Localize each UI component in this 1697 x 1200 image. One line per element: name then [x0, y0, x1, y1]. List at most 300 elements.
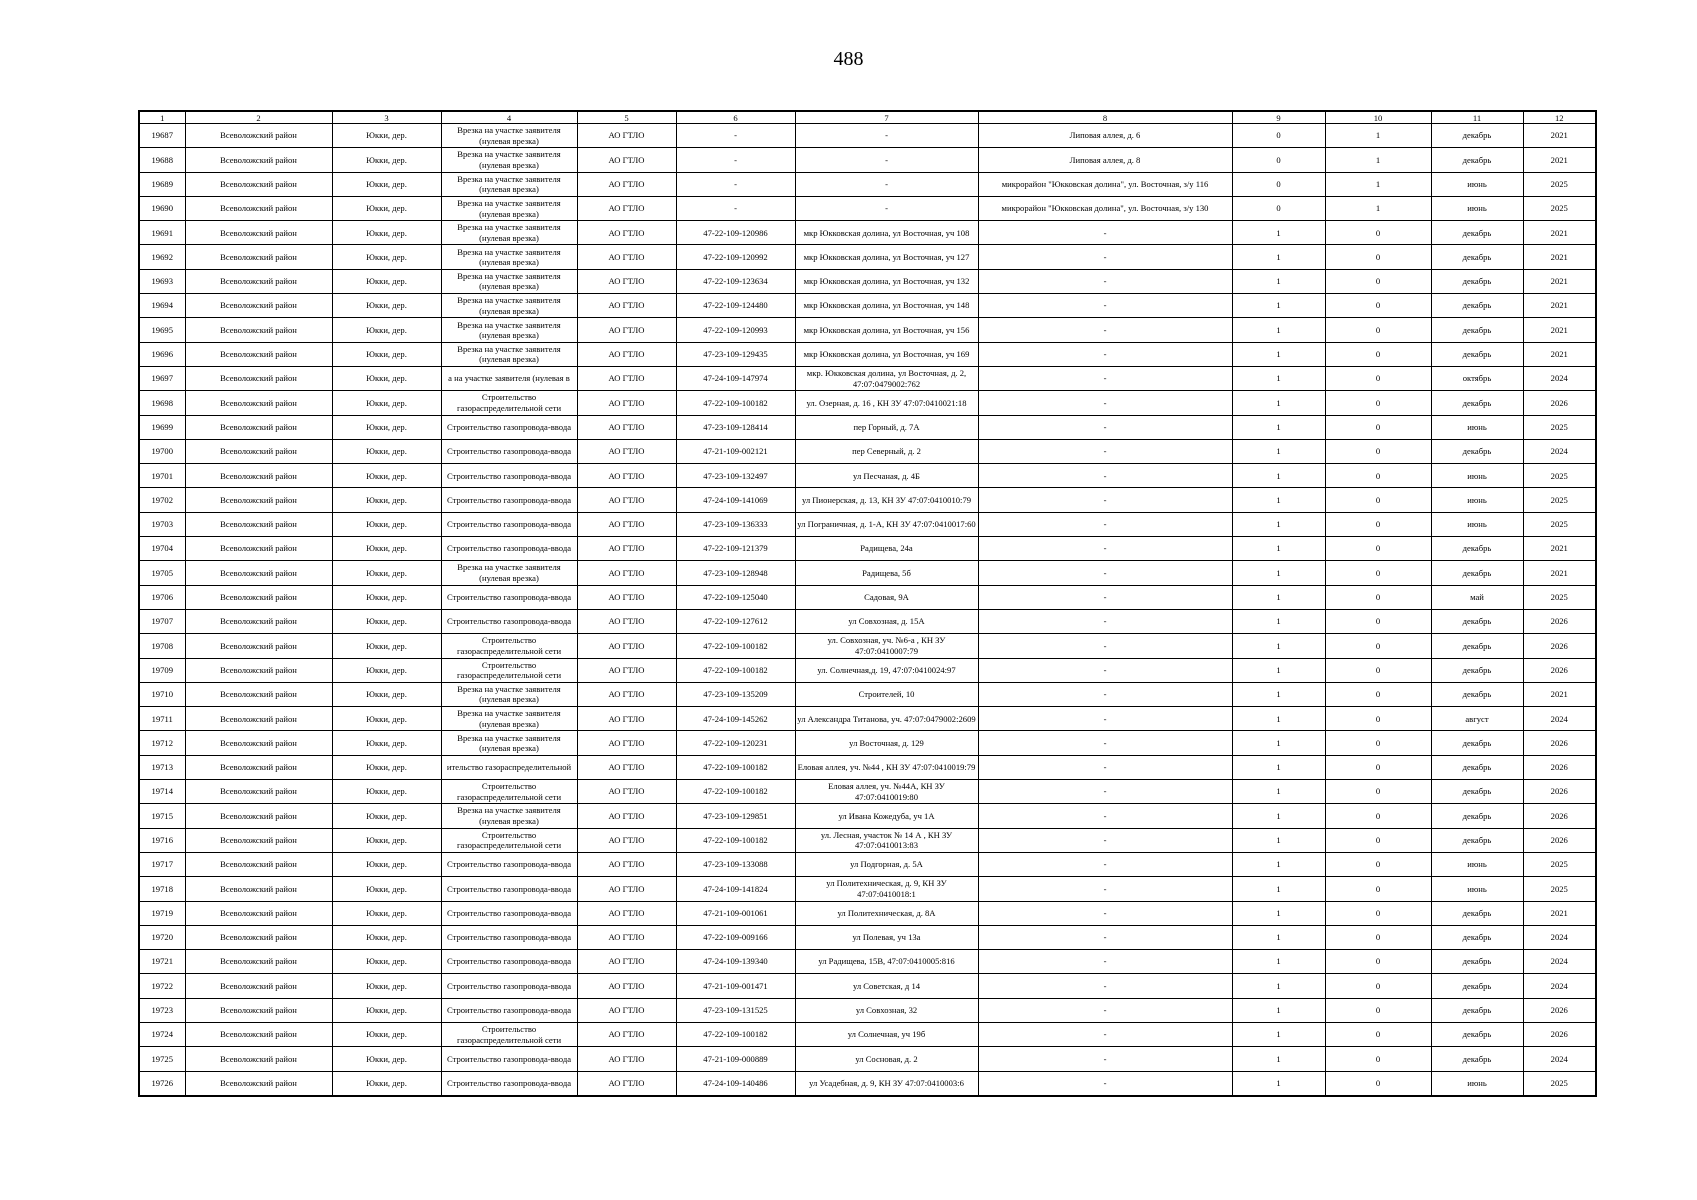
cell-year: 2024	[1523, 974, 1596, 998]
column-header-5: 5	[577, 111, 676, 124]
cell-row-number: 19713	[139, 755, 185, 779]
cell-address-alt: -	[978, 1022, 1232, 1046]
cell-settlement: Юкки, дер.	[332, 852, 441, 876]
cell-month: декабрь	[1431, 755, 1523, 779]
cell-organization: АО ГТЛО	[577, 488, 676, 512]
cell-month: октябрь	[1431, 366, 1523, 390]
gasification-registry-table	[138, 110, 1597, 1097]
cell-year: 2025	[1523, 585, 1596, 609]
table-row	[139, 415, 1596, 439]
cell-organization: АО ГТЛО	[577, 634, 676, 658]
cell-row-number: 19706	[139, 585, 185, 609]
cell-application-number: 47-24-109-141069	[676, 488, 795, 512]
cell-address-alt: -	[978, 391, 1232, 415]
cell-district: Всеволожский район	[185, 512, 332, 536]
table-row	[139, 950, 1596, 974]
cell-count-a: 1	[1232, 634, 1325, 658]
cell-address: ул Солнечная, уч 19б	[795, 1022, 978, 1046]
cell-application-number: 47-22-109-100182	[676, 658, 795, 682]
cell-month: июнь	[1431, 196, 1523, 220]
cell-count-a: 1	[1232, 1071, 1325, 1096]
cell-month: декабрь	[1431, 609, 1523, 633]
cell-district: Всеволожский район	[185, 269, 332, 293]
cell-count-b: 0	[1325, 901, 1431, 925]
cell-count-b: 0	[1325, 852, 1431, 876]
cell-year: 2026	[1523, 391, 1596, 415]
cell-work-type: Строительство газопровода-ввода	[441, 512, 577, 536]
table-row	[139, 828, 1596, 852]
cell-district: Всеволожский район	[185, 488, 332, 512]
cell-row-number: 19717	[139, 852, 185, 876]
cell-count-a: 1	[1232, 755, 1325, 779]
cell-application-number: 47-22-109-100182	[676, 1022, 795, 1046]
cell-address-alt: Липовая аллея, д. 6	[978, 124, 1232, 148]
cell-address-alt: -	[978, 755, 1232, 779]
cell-address-alt: -	[978, 877, 1232, 901]
cell-application-number: 47-23-109-129435	[676, 342, 795, 366]
cell-count-b: 0	[1325, 998, 1431, 1022]
cell-organization: АО ГТЛО	[577, 1022, 676, 1046]
cell-row-number: 19724	[139, 1022, 185, 1046]
table-row	[139, 707, 1596, 731]
cell-district: Всеволожский район	[185, 609, 332, 633]
cell-work-type: Строительство газораспределительной сети	[441, 1022, 577, 1046]
cell-address: ул Пионерская, д. 13, КН ЗУ 47:07:0410010:79	[795, 488, 978, 512]
cell-year: 2025	[1523, 1071, 1596, 1096]
cell-address: ул Пограничная, д. 1-А, КН ЗУ 47:07:0410017:60	[795, 512, 978, 536]
cell-address-alt: -	[978, 852, 1232, 876]
cell-settlement: Юкки, дер.	[332, 196, 441, 220]
table-row	[139, 925, 1596, 949]
cell-settlement: Юкки, дер.	[332, 172, 441, 196]
table-row	[139, 731, 1596, 755]
cell-application-number: 47-21-109-001471	[676, 974, 795, 998]
cell-count-b: 0	[1325, 269, 1431, 293]
cell-address: мкр Юкковская долина, ул Восточная, уч 148	[795, 294, 978, 318]
column-header-4: 4	[441, 111, 577, 124]
cell-address: ул Подгорная, д. 5А	[795, 852, 978, 876]
cell-count-b: 0	[1325, 1071, 1431, 1096]
cell-address: Радищева, 5б	[795, 561, 978, 585]
cell-count-b: 0	[1325, 877, 1431, 901]
cell-year: 2026	[1523, 755, 1596, 779]
cell-count-a: 1	[1232, 950, 1325, 974]
cell-settlement: Юкки, дер.	[332, 707, 441, 731]
cell-work-type: Строительство газопровода-ввода	[441, 439, 577, 463]
cell-month: декабрь	[1431, 391, 1523, 415]
cell-count-b: 0	[1325, 1022, 1431, 1046]
cell-application-number: 47-22-109-100182	[676, 828, 795, 852]
column-number-row	[139, 111, 1596, 124]
cell-count-b: 0	[1325, 707, 1431, 731]
table-row	[139, 537, 1596, 561]
cell-district: Всеволожский район	[185, 172, 332, 196]
cell-address: ул Политехническая, д. 9, КН ЗУ 47:07:0410018:1	[795, 877, 978, 901]
cell-organization: АО ГТЛО	[577, 925, 676, 949]
cell-address: ул Полевая, уч 13а	[795, 925, 978, 949]
cell-work-type: Строительство газопровода-ввода	[441, 950, 577, 974]
table-row	[139, 1047, 1596, 1071]
cell-row-number: 19704	[139, 537, 185, 561]
table-row	[139, 755, 1596, 779]
table-row	[139, 318, 1596, 342]
cell-organization: АО ГТЛО	[577, 658, 676, 682]
table-row	[139, 366, 1596, 390]
cell-district: Всеволожский район	[185, 537, 332, 561]
cell-organization: АО ГТЛО	[577, 998, 676, 1022]
cell-month: декабрь	[1431, 318, 1523, 342]
cell-month: декабрь	[1431, 221, 1523, 245]
cell-settlement: Юкки, дер.	[332, 901, 441, 925]
cell-work-type: Строительство газопровода-ввода	[441, 925, 577, 949]
cell-year: 2026	[1523, 780, 1596, 804]
cell-work-type: Строительство газораспределительной сети	[441, 391, 577, 415]
cell-application-number: 47-22-109-100182	[676, 634, 795, 658]
cell-settlement: Юкки, дер.	[332, 245, 441, 269]
cell-month: декабрь	[1431, 682, 1523, 706]
cell-work-type: Врезка на участке заявителя (нулевая врезка)	[441, 318, 577, 342]
cell-work-type: Врезка на участке заявителя (нулевая врезка)	[441, 561, 577, 585]
cell-year: 2021	[1523, 221, 1596, 245]
cell-year: 2024	[1523, 439, 1596, 463]
cell-organization: АО ГТЛО	[577, 294, 676, 318]
cell-address-alt: микрорайон "Юкковская долина", ул. Восточная, з/у 116	[978, 172, 1232, 196]
table-row	[139, 1022, 1596, 1046]
table-row	[139, 634, 1596, 658]
cell-address-alt: -	[978, 245, 1232, 269]
cell-row-number: 19694	[139, 294, 185, 318]
cell-count-b: 0	[1325, 537, 1431, 561]
cell-district: Всеволожский район	[185, 950, 332, 974]
cell-settlement: Юкки, дер.	[332, 439, 441, 463]
cell-organization: АО ГТЛО	[577, 221, 676, 245]
table-row	[139, 245, 1596, 269]
cell-address: ул Советская, д 14	[795, 974, 978, 998]
cell-count-a: 1	[1232, 464, 1325, 488]
cell-month: декабрь	[1431, 1047, 1523, 1071]
cell-count-a: 1	[1232, 901, 1325, 925]
cell-year: 2024	[1523, 1047, 1596, 1071]
cell-settlement: Юкки, дер.	[332, 148, 441, 172]
cell-address: пер Северный, д. 2	[795, 439, 978, 463]
cell-district: Всеволожский район	[185, 804, 332, 828]
cell-year: 2026	[1523, 609, 1596, 633]
cell-work-type: Врезка на участке заявителя (нулевая врезка)	[441, 294, 577, 318]
table-row	[139, 439, 1596, 463]
cell-year: 2025	[1523, 415, 1596, 439]
cell-settlement: Юкки, дер.	[332, 974, 441, 998]
cell-row-number: 19709	[139, 658, 185, 682]
cell-row-number: 19688	[139, 148, 185, 172]
cell-row-number: 19695	[139, 318, 185, 342]
cell-count-a: 0	[1232, 172, 1325, 196]
cell-organization: АО ГТЛО	[577, 682, 676, 706]
cell-organization: АО ГТЛО	[577, 439, 676, 463]
cell-organization: АО ГТЛО	[577, 512, 676, 536]
cell-work-type: Строительство газопровода-ввода	[441, 464, 577, 488]
cell-settlement: Юкки, дер.	[332, 294, 441, 318]
cell-address-alt: -	[978, 998, 1232, 1022]
cell-count-b: 0	[1325, 828, 1431, 852]
cell-address-alt: -	[978, 488, 1232, 512]
cell-row-number: 19726	[139, 1071, 185, 1096]
cell-count-a: 1	[1232, 366, 1325, 390]
cell-application-number: 47-23-109-132497	[676, 464, 795, 488]
column-header-10: 10	[1325, 111, 1431, 124]
cell-month: декабрь	[1431, 561, 1523, 585]
cell-count-b: 0	[1325, 804, 1431, 828]
cell-address-alt: -	[978, 828, 1232, 852]
cell-work-type: Строительство газораспределительной сети	[441, 780, 577, 804]
cell-address: -	[795, 148, 978, 172]
cell-work-type: Строительство газораспределительной сети	[441, 634, 577, 658]
cell-application-number: 47-22-109-123634	[676, 269, 795, 293]
cell-address: ул. Лесная, участок № 14 А , КН ЗУ 47:07:0410013:83	[795, 828, 978, 852]
cell-year: 2021	[1523, 294, 1596, 318]
cell-work-type: Строительство газопровода-ввода	[441, 415, 577, 439]
cell-district: Всеволожский район	[185, 877, 332, 901]
table-row	[139, 877, 1596, 901]
cell-address-alt: -	[978, 925, 1232, 949]
table-row	[139, 852, 1596, 876]
cell-work-type: Врезка на участке заявителя (нулевая врезка)	[441, 124, 577, 148]
cell-district: Всеволожский район	[185, 439, 332, 463]
cell-count-a: 1	[1232, 998, 1325, 1022]
cell-month: декабрь	[1431, 439, 1523, 463]
table-row	[139, 682, 1596, 706]
cell-year: 2021	[1523, 269, 1596, 293]
cell-month: декабрь	[1431, 828, 1523, 852]
cell-count-a: 1	[1232, 585, 1325, 609]
cell-district: Всеволожский район	[185, 415, 332, 439]
column-header-2: 2	[185, 111, 332, 124]
cell-row-number: 19689	[139, 172, 185, 196]
cell-count-b: 0	[1325, 585, 1431, 609]
cell-work-type: Строительство газопровода-ввода	[441, 901, 577, 925]
column-header-7: 7	[795, 111, 978, 124]
cell-count-a: 1	[1232, 391, 1325, 415]
cell-address: ул Усадебная, д. 9, КН ЗУ 47:07:0410003:6	[795, 1071, 978, 1096]
cell-organization: АО ГТЛО	[577, 731, 676, 755]
table-row	[139, 172, 1596, 196]
cell-count-b: 1	[1325, 172, 1431, 196]
cell-district: Всеволожский район	[185, 901, 332, 925]
cell-year: 2026	[1523, 1022, 1596, 1046]
cell-address: мкр Юкковская долина, ул Восточная, уч 108	[795, 221, 978, 245]
column-header-1: 1	[139, 111, 185, 124]
cell-district: Всеволожский район	[185, 366, 332, 390]
cell-application-number: 47-24-109-147974	[676, 366, 795, 390]
cell-district: Всеволожский район	[185, 780, 332, 804]
cell-address: ул. Озерная, д. 16 , КН ЗУ 47:07:0410021:18	[795, 391, 978, 415]
cell-address-alt: -	[978, 901, 1232, 925]
cell-address-alt: -	[978, 609, 1232, 633]
cell-organization: АО ГТЛО	[577, 950, 676, 974]
cell-settlement: Юкки, дер.	[332, 828, 441, 852]
cell-district: Всеволожский район	[185, 245, 332, 269]
column-header-3: 3	[332, 111, 441, 124]
cell-month: июнь	[1431, 464, 1523, 488]
table-row	[139, 148, 1596, 172]
cell-organization: АО ГТЛО	[577, 780, 676, 804]
cell-district: Всеволожский район	[185, 1047, 332, 1071]
cell-month: июнь	[1431, 852, 1523, 876]
table-row	[139, 221, 1596, 245]
cell-count-a: 1	[1232, 415, 1325, 439]
cell-application-number: 47-22-109-100182	[676, 391, 795, 415]
cell-address-alt: -	[978, 634, 1232, 658]
cell-district: Всеволожский район	[185, 974, 332, 998]
cell-row-number: 19719	[139, 901, 185, 925]
cell-year: 2021	[1523, 537, 1596, 561]
cell-count-b: 0	[1325, 658, 1431, 682]
cell-row-number: 19708	[139, 634, 185, 658]
cell-address-alt: -	[978, 342, 1232, 366]
cell-month: декабрь	[1431, 537, 1523, 561]
cell-row-number: 19705	[139, 561, 185, 585]
cell-work-type: Строительство газопровода-ввода	[441, 488, 577, 512]
cell-district: Всеволожский район	[185, 998, 332, 1022]
page-number: 488	[833, 48, 864, 70]
cell-settlement: Юкки, дер.	[332, 925, 441, 949]
cell-district: Всеволожский район	[185, 342, 332, 366]
cell-district: Всеволожский район	[185, 294, 332, 318]
cell-month: июнь	[1431, 172, 1523, 196]
cell-district: Всеволожский район	[185, 196, 332, 220]
cell-year: 2025	[1523, 196, 1596, 220]
table-row	[139, 391, 1596, 415]
cell-work-type: Врезка на участке заявителя (нулевая врезка)	[441, 682, 577, 706]
cell-district: Всеволожский район	[185, 731, 332, 755]
cell-settlement: Юкки, дер.	[332, 488, 441, 512]
cell-organization: АО ГТЛО	[577, 464, 676, 488]
cell-count-a: 1	[1232, 828, 1325, 852]
cell-address-alt: -	[978, 366, 1232, 390]
cell-count-a: 1	[1232, 512, 1325, 536]
table-row	[139, 512, 1596, 536]
cell-year: 2026	[1523, 731, 1596, 755]
cell-work-type: Врезка на участке заявителя (нулевая врезка)	[441, 148, 577, 172]
cell-year: 2021	[1523, 245, 1596, 269]
cell-organization: АО ГТЛО	[577, 196, 676, 220]
table-row	[139, 488, 1596, 512]
cell-month: декабрь	[1431, 269, 1523, 293]
cell-application-number: 47-23-109-135209	[676, 682, 795, 706]
cell-row-number: 19714	[139, 780, 185, 804]
cell-application-number: 47-23-109-129851	[676, 804, 795, 828]
cell-application-number: 47-22-109-120993	[676, 318, 795, 342]
cell-month: июнь	[1431, 488, 1523, 512]
cell-row-number: 19700	[139, 439, 185, 463]
cell-year: 2021	[1523, 148, 1596, 172]
cell-count-a: 1	[1232, 537, 1325, 561]
cell-application-number: 47-22-109-100182	[676, 755, 795, 779]
cell-month: декабрь	[1431, 634, 1523, 658]
cell-row-number: 19691	[139, 221, 185, 245]
cell-organization: АО ГТЛО	[577, 148, 676, 172]
cell-count-a: 1	[1232, 342, 1325, 366]
cell-organization: АО ГТЛО	[577, 755, 676, 779]
cell-year: 2024	[1523, 366, 1596, 390]
cell-year: 2025	[1523, 488, 1596, 512]
cell-district: Всеволожский район	[185, 1071, 332, 1096]
cell-count-b: 0	[1325, 221, 1431, 245]
cell-organization: АО ГТЛО	[577, 707, 676, 731]
cell-count-a: 1	[1232, 294, 1325, 318]
column-header-12: 12	[1523, 111, 1596, 124]
cell-organization: АО ГТЛО	[577, 609, 676, 633]
cell-count-a: 1	[1232, 925, 1325, 949]
cell-address: Еловая аллея, уч. №44 , КН ЗУ 47:07:0410019:79	[795, 755, 978, 779]
cell-row-number: 19712	[139, 731, 185, 755]
cell-settlement: Юкки, дер.	[332, 804, 441, 828]
cell-count-a: 1	[1232, 245, 1325, 269]
cell-year: 2021	[1523, 342, 1596, 366]
cell-organization: АО ГТЛО	[577, 342, 676, 366]
cell-settlement: Юкки, дер.	[332, 391, 441, 415]
cell-address-alt: -	[978, 1047, 1232, 1071]
cell-address: мкр. Юкковская долина, ул Восточная, д. 2, 47:07:0479002:762	[795, 366, 978, 390]
cell-organization: АО ГТЛО	[577, 124, 676, 148]
cell-month: декабрь	[1431, 245, 1523, 269]
cell-organization: АО ГТЛО	[577, 318, 676, 342]
cell-count-b: 0	[1325, 391, 1431, 415]
cell-address: Радищева, 24а	[795, 537, 978, 561]
cell-address: ул Совхозная, д. 15А	[795, 609, 978, 633]
table-row	[139, 585, 1596, 609]
cell-district: Всеволожский район	[185, 925, 332, 949]
cell-count-b: 0	[1325, 366, 1431, 390]
cell-count-b: 1	[1325, 148, 1431, 172]
cell-month: июнь	[1431, 415, 1523, 439]
cell-address: -	[795, 124, 978, 148]
cell-address: ул Сосновая, д. 2	[795, 1047, 978, 1071]
cell-district: Всеволожский район	[185, 828, 332, 852]
cell-year: 2024	[1523, 925, 1596, 949]
cell-month: декабрь	[1431, 294, 1523, 318]
table-row	[139, 804, 1596, 828]
cell-work-type: Врезка на участке заявителя (нулевая врезка)	[441, 172, 577, 196]
cell-settlement: Юкки, дер.	[332, 221, 441, 245]
cell-organization: АО ГТЛО	[577, 852, 676, 876]
cell-work-type: Строительство газопровода-ввода	[441, 1071, 577, 1096]
cell-count-b: 1	[1325, 124, 1431, 148]
cell-count-a: 1	[1232, 1022, 1325, 1046]
cell-row-number: 19701	[139, 464, 185, 488]
table-row	[139, 464, 1596, 488]
cell-row-number: 19698	[139, 391, 185, 415]
cell-application-number: 47-23-109-128948	[676, 561, 795, 585]
cell-settlement: Юкки, дер.	[332, 998, 441, 1022]
cell-settlement: Юкки, дер.	[332, 780, 441, 804]
cell-year: 2026	[1523, 634, 1596, 658]
cell-settlement: Юкки, дер.	[332, 464, 441, 488]
cell-work-type: Строительство газопровода-ввода	[441, 998, 577, 1022]
cell-settlement: Юкки, дер.	[332, 342, 441, 366]
table-row	[139, 998, 1596, 1022]
cell-settlement: Юкки, дер.	[332, 658, 441, 682]
cell-row-number: 19687	[139, 124, 185, 148]
cell-row-number: 19722	[139, 974, 185, 998]
cell-address: мкр Юкковская долина, ул Восточная, уч 169	[795, 342, 978, 366]
cell-address-alt: Липовая аллея, д. 8	[978, 148, 1232, 172]
cell-application-number: -	[676, 172, 795, 196]
cell-row-number: 19711	[139, 707, 185, 731]
cell-address-alt: -	[978, 804, 1232, 828]
cell-work-type: Строительство газораспределительной сети	[441, 828, 577, 852]
cell-district: Всеволожский район	[185, 707, 332, 731]
cell-district: Всеволожский район	[185, 221, 332, 245]
